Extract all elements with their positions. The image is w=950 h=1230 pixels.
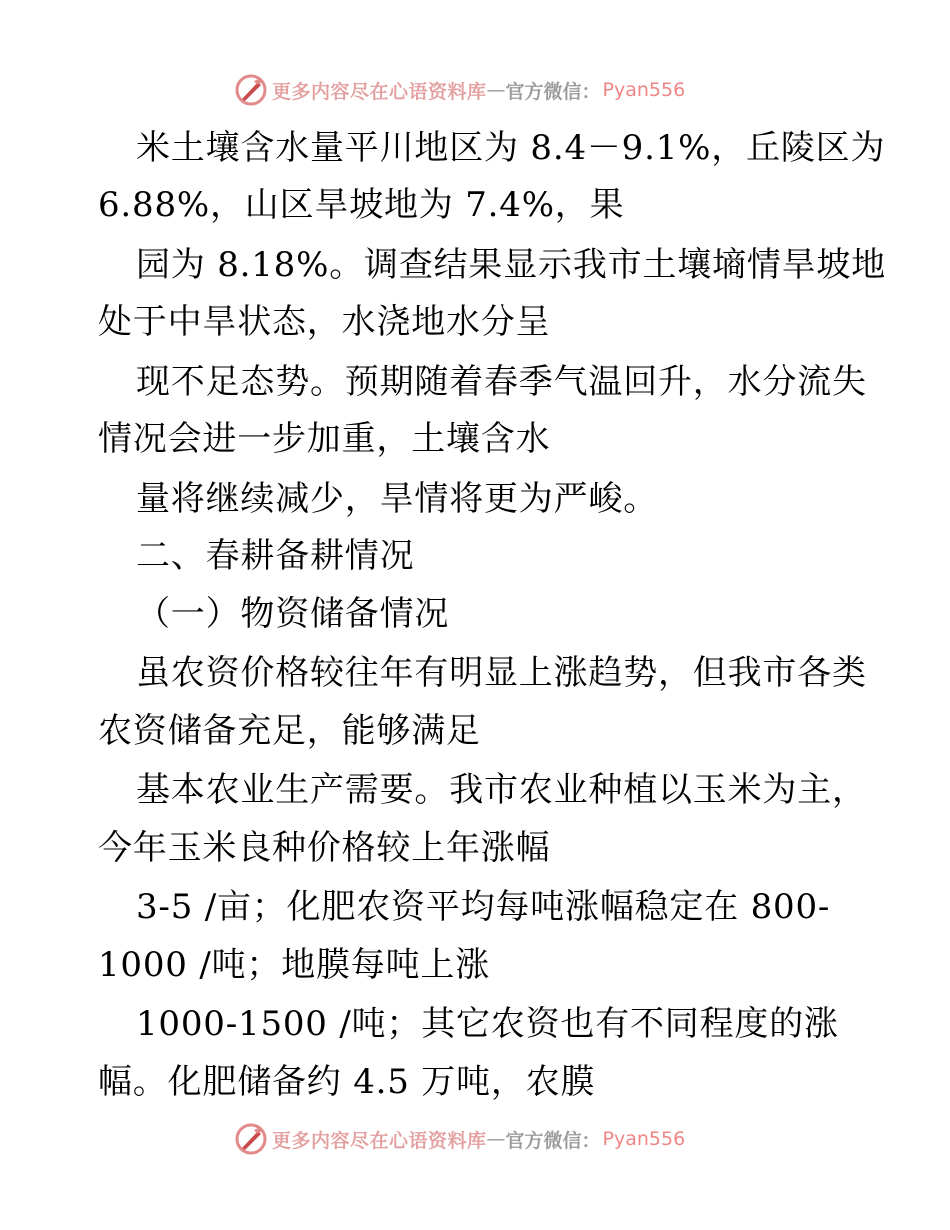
paragraph-line: 园为 8.18%。调查结果显示我市土壤墒情旱坡地 <box>136 245 887 285</box>
paragraph-line: 1000 /吨；地膜每吨上涨 <box>98 945 490 985</box>
watermark-dash: — <box>486 1128 506 1150</box>
paragraph-line: 量将继续减少，旱情将更为严峻。 <box>136 479 658 519</box>
paragraph-line: 处于中旱状态，水浇地水分呈 <box>98 302 551 342</box>
watermark-handle: Pyan556 <box>602 1128 686 1150</box>
header-watermark <box>234 72 685 108</box>
paragraph-line: 农资储备充足，能够满足 <box>98 711 481 751</box>
watermark-handle: Pyan556 <box>602 79 686 101</box>
watermark-dash: — <box>486 79 506 101</box>
paragraph-line: 米土壤含水量平川地区为 8.4－9.1%，丘陵区为 <box>136 128 886 168</box>
paragraph-line: 幅。化肥储备约 4.5 万吨，农膜 <box>98 1062 596 1102</box>
footer-watermark <box>234 1121 685 1157</box>
watermark-text: 更多内容尽在心语资料库 <box>272 80 487 103</box>
watermark-text: 更多内容尽在心语资料库 <box>272 1129 487 1152</box>
paragraph-line: 虽农资价格较往年有明显上涨趋势，但我市各类 <box>136 653 867 693</box>
paragraph-line: 今年玉米良种价格较上年涨幅 <box>98 828 551 868</box>
subsection-heading: （一）物资储备情况 <box>136 594 450 634</box>
section-heading: 二、春耕备耕情况 <box>136 536 415 576</box>
watermark-wechat-label: 官方微信： <box>505 80 601 103</box>
paragraph-line: 3-5 /亩；化肥农资平均每吨涨幅稳定在 800- <box>136 887 831 927</box>
quill-logo-icon <box>234 73 268 107</box>
paragraph-line: 现不足态势。预期随着春季气温回升，水分流失 <box>136 362 867 402</box>
quill-logo-icon <box>234 1122 268 1156</box>
paragraph-line: 基本农业生产需要。我市农业种植以玉米为主， <box>136 770 867 810</box>
paragraph-line: 情况会进一步加重，土壤含水 <box>98 419 551 459</box>
paragraph-line: 6.88%，山区旱坡地为 7.4%，果 <box>98 185 625 225</box>
paragraph-line: 1000-1500 /吨；其它农资也有不同程度的涨 <box>136 1004 839 1044</box>
watermark-wechat-label: 官方微信： <box>505 1129 601 1152</box>
